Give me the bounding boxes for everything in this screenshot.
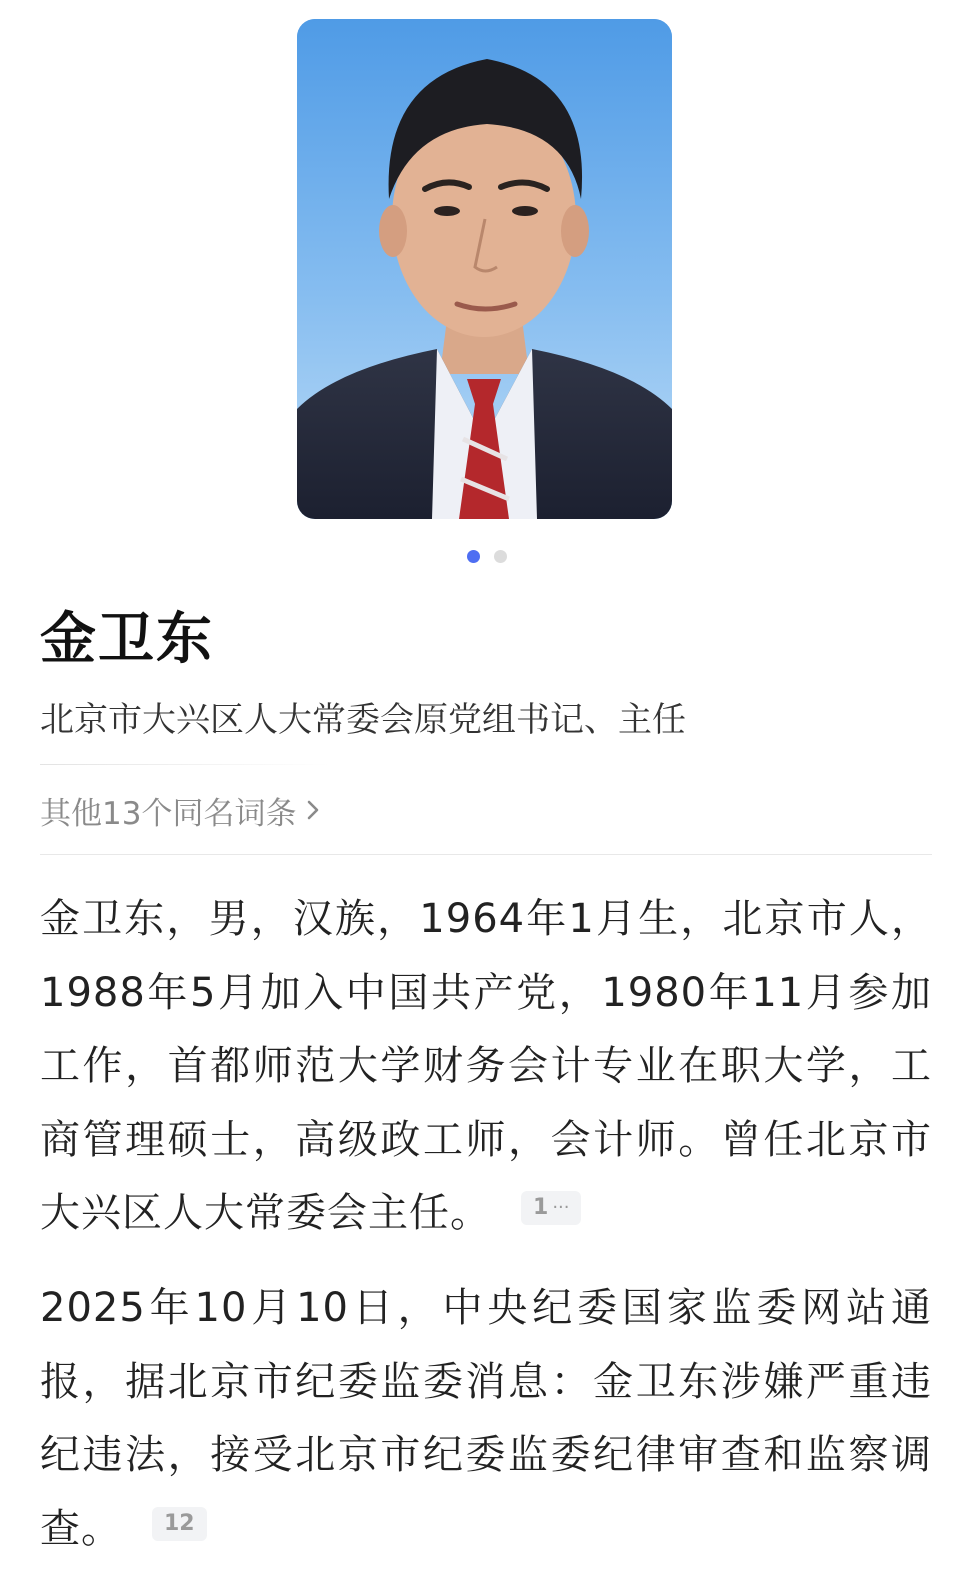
paragraph-text: 金卫东，男，汉族，1964年1月生，北京市人，1988年5月加入中国共产党，1980年11月参加工作，首都师范大学财务会计专业在职大学，工商管理硕士，高级政工师，会计师。曾任北京市大兴区人大常委会主任。 bbox=[40, 896, 932, 1236]
summary-paragraph bbox=[40, 883, 932, 1251]
chevron-right-icon bbox=[306, 799, 320, 821]
reference-badge[interactable] bbox=[521, 1191, 581, 1225]
portrait-image bbox=[297, 19, 672, 519]
news-paragraph bbox=[40, 1272, 932, 1566]
person-subtitle: 北京市大兴区人大常委会原党组书记、主任 bbox=[40, 700, 686, 740]
portrait-photo[interactable] bbox=[297, 19, 672, 519]
same-name-entries-label: 其他13个同名词条 bbox=[40, 795, 297, 832]
divider bbox=[40, 764, 330, 765]
carousel-dot-1[interactable] bbox=[467, 550, 480, 563]
carousel-indicator[interactable] bbox=[0, 550, 974, 564]
reference-number: 1 bbox=[533, 1195, 549, 1220]
same-name-entries-link[interactable] bbox=[40, 787, 320, 833]
reference-more: ··· bbox=[552, 1197, 570, 1218]
reference-badge[interactable] bbox=[152, 1507, 207, 1541]
page-title: 金卫东 bbox=[40, 607, 214, 672]
divider bbox=[40, 854, 932, 855]
reference-number: 12 bbox=[164, 1510, 195, 1536]
carousel-dot-2[interactable] bbox=[494, 550, 507, 563]
paragraph-text: 2025年10月10日，中央纪委国家监委网站通报，据北京市纪委监委消息：金卫东涉嫌严重违纪违法，接受北京市纪委监委纪律审查和监察调查。 bbox=[40, 1285, 932, 1552]
